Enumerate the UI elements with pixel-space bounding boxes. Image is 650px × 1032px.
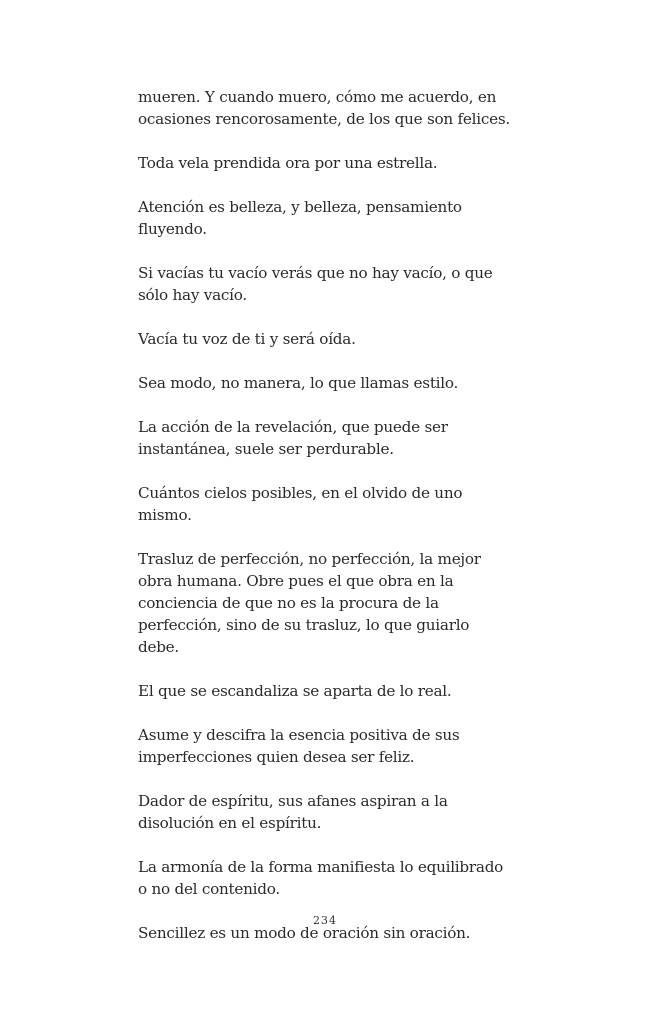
paragraph: mueren. Y cuando muero, cómo me acuerdo, en ocasiones rencorosamente, de los que son felices. <box>138 88 510 128</box>
paragraph: Sencillez es un modo de oración sin oración. <box>138 924 471 942</box>
paragraph: Asume y descifra la esencia positiva de sus imperfecciones quien desea ser feliz. <box>138 726 460 766</box>
paragraph: Atención es belleza, y belleza, pensamiento fluyendo. <box>138 198 462 238</box>
paragraph: Vacía tu voz de ti y será oída. <box>138 330 356 348</box>
paragraph: Sea modo, no manera, lo que llamas estilo. <box>138 374 459 392</box>
paragraph: La armonía de la forma manifiesta lo equilibrado o no del contenido. <box>138 858 504 898</box>
paragraph: Cuántos cielos posibles, en el olvido de uno mismo. <box>138 484 463 524</box>
paragraph: La acción de la revelación, que puede ser instantánea, suele ser perdurable. <box>138 418 448 458</box>
paragraph: El que se escandaliza se aparta de lo real. <box>138 682 452 700</box>
page-number: 234 <box>313 914 337 927</box>
paragraph: Si vacías tu vacío verás que no hay vacío, o que sólo hay vacío. <box>138 264 493 304</box>
paragraph: Dador de espíritu, sus afanes aspiran a la disolución en el espíritu. <box>138 792 448 832</box>
body-text <box>138 86 513 966</box>
paragraph: Trasluz de perfección, no perfección, la mejor obra humana. Obre pues el que obra en la conciencia de que no es la procura de la perfección, sino de su trasluz, lo que guiarlo debe. <box>138 550 481 656</box>
paragraph: Toda vela prendida ora por una estrella. <box>138 154 438 172</box>
